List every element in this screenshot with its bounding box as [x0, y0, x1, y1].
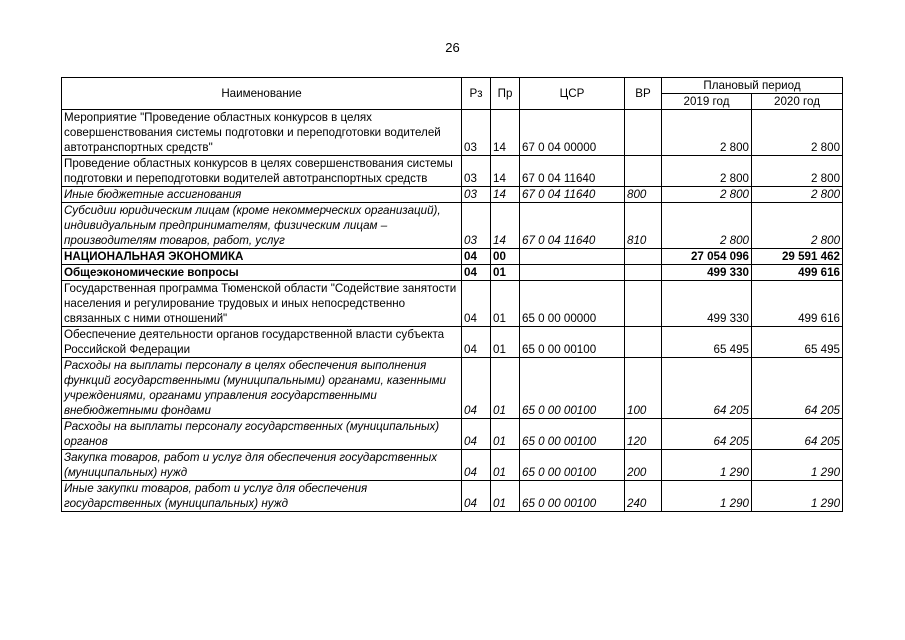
row-rz: 04	[462, 265, 491, 281]
row-2020: 2 800	[752, 110, 843, 156]
table-row	[62, 265, 843, 281]
row-2019: 499 330	[662, 265, 752, 281]
row-rz: 03	[462, 110, 491, 156]
row-vr: 100	[625, 358, 662, 419]
row-name: Расходы на выплаты персоналу в целях обеспечения выполнения функций государственными (муниципальными) органами, казенными учреждениями, органами управления государственными внебюджетными фондами	[62, 358, 462, 419]
row-rz: 03	[462, 187, 491, 203]
row-csr: 65 0 00 00100	[520, 358, 625, 419]
row-2019: 2 800	[662, 156, 752, 187]
row-2019: 2 800	[662, 203, 752, 249]
row-name: Проведение областных конкурсов в целях совершенствования системы подготовки и переподготовки водителей автотранспортных средств	[62, 156, 462, 187]
table-body	[62, 110, 843, 512]
header-csr: ЦСР	[520, 78, 625, 110]
header-year-2019: 2019 год	[662, 94, 752, 110]
row-csr: 65 0 00 00100	[520, 481, 625, 512]
header-pr: Пр	[491, 78, 520, 110]
table-row	[62, 358, 843, 419]
row-2019: 65 495	[662, 327, 752, 358]
row-csr: 65 0 00 00100	[520, 419, 625, 450]
row-name: Мероприятие "Проведение областных конкурсов в целях совершенствования системы подготовки и переподготовки водителей автотранспортных средств"	[62, 110, 462, 156]
row-2019: 2 800	[662, 187, 752, 203]
row-2020: 499 616	[752, 265, 843, 281]
table-row	[62, 419, 843, 450]
row-csr: 65 0 00 00100	[520, 327, 625, 358]
table-row	[62, 281, 843, 327]
page-number: 26	[445, 40, 460, 55]
row-2019: 2 800	[662, 110, 752, 156]
row-name: НАЦИОНАЛЬНАЯ ЭКОНОМИКА	[62, 249, 462, 265]
row-pr: 14	[491, 187, 520, 203]
row-rz: 04	[462, 358, 491, 419]
row-2020: 2 800	[752, 156, 843, 187]
table-row	[62, 450, 843, 481]
row-pr: 01	[491, 450, 520, 481]
row-vr	[625, 265, 662, 281]
row-csr: 65 0 00 00100	[520, 450, 625, 481]
row-name: Обеспечение деятельности органов государственной власти субъекта Российской Федерации	[62, 327, 462, 358]
row-vr	[625, 156, 662, 187]
row-rz: 04	[462, 481, 491, 512]
row-pr: 14	[491, 156, 520, 187]
row-2019: 1 290	[662, 450, 752, 481]
row-csr: 65 0 00 00000	[520, 281, 625, 327]
row-csr: 67 0 04 11640	[520, 187, 625, 203]
header-name: Наименование	[62, 78, 462, 110]
row-name: Общеэкономические вопросы	[62, 265, 462, 281]
row-csr	[520, 265, 625, 281]
row-rz: 04	[462, 419, 491, 450]
row-name: Иные бюджетные ассигнования	[62, 187, 462, 203]
table-row	[62, 187, 843, 203]
table-header	[62, 78, 843, 110]
row-vr: 120	[625, 419, 662, 450]
row-pr: 01	[491, 481, 520, 512]
row-name: Субсидии юридическим лицам (кроме некоммерческих организаций), индивидуальным предпринимателям, физическим лицам – производителям товаров, работ, услуг	[62, 203, 462, 249]
table-row	[62, 481, 843, 512]
row-csr: 67 0 04 11640	[520, 203, 625, 249]
row-2019: 1 290	[662, 481, 752, 512]
row-rz: 04	[462, 281, 491, 327]
header-plan-period: Плановый период	[662, 78, 843, 94]
row-2020: 2 800	[752, 203, 843, 249]
row-2020: 64 205	[752, 419, 843, 450]
row-rz: 04	[462, 327, 491, 358]
row-rz: 03	[462, 203, 491, 249]
row-2020: 65 495	[752, 327, 843, 358]
row-2020: 499 616	[752, 281, 843, 327]
row-vr	[625, 281, 662, 327]
row-pr: 14	[491, 203, 520, 249]
table-row	[62, 110, 843, 156]
row-pr: 01	[491, 419, 520, 450]
row-vr: 800	[625, 187, 662, 203]
row-2020: 1 290	[752, 481, 843, 512]
table-row	[62, 203, 843, 249]
row-name: Государственная программа Тюменской области "Содействие занятости населения и регулирование трудовых и иных непосредственно связанных с ними отношений"	[62, 281, 462, 327]
row-pr: 01	[491, 265, 520, 281]
row-2019: 64 205	[662, 358, 752, 419]
row-2019: 499 330	[662, 281, 752, 327]
row-rz: 04	[462, 249, 491, 265]
header-vr: ВР	[625, 78, 662, 110]
budget-table	[61, 77, 843, 512]
row-vr	[625, 327, 662, 358]
row-pr: 14	[491, 110, 520, 156]
row-pr: 00	[491, 249, 520, 265]
row-2020: 64 205	[752, 358, 843, 419]
row-pr: 01	[491, 358, 520, 419]
row-csr: 67 0 04 11640	[520, 156, 625, 187]
row-vr: 240	[625, 481, 662, 512]
header-year-2020: 2020 год	[752, 94, 843, 110]
row-name: Расходы на выплаты персоналу государственных (муниципальных) органов	[62, 419, 462, 450]
row-vr: 200	[625, 450, 662, 481]
row-vr	[625, 110, 662, 156]
table-row	[62, 327, 843, 358]
row-2020: 29 591 462	[752, 249, 843, 265]
row-csr: 67 0 04 00000	[520, 110, 625, 156]
row-2020: 1 290	[752, 450, 843, 481]
header-rz: Рз	[462, 78, 491, 110]
table-row	[62, 249, 843, 265]
row-rz: 03	[462, 156, 491, 187]
row-name: Закупка товаров, работ и услуг для обеспечения государственных (муниципальных) нужд	[62, 450, 462, 481]
table-row	[62, 156, 843, 187]
row-name: Иные закупки товаров, работ и услуг для обеспечения государственных (муниципальных) нужд	[62, 481, 462, 512]
row-vr	[625, 249, 662, 265]
row-csr	[520, 249, 625, 265]
row-pr: 01	[491, 327, 520, 358]
row-2019: 64 205	[662, 419, 752, 450]
row-2020: 2 800	[752, 187, 843, 203]
row-rz: 04	[462, 450, 491, 481]
row-vr: 810	[625, 203, 662, 249]
row-pr: 01	[491, 281, 520, 327]
row-2019: 27 054 096	[662, 249, 752, 265]
